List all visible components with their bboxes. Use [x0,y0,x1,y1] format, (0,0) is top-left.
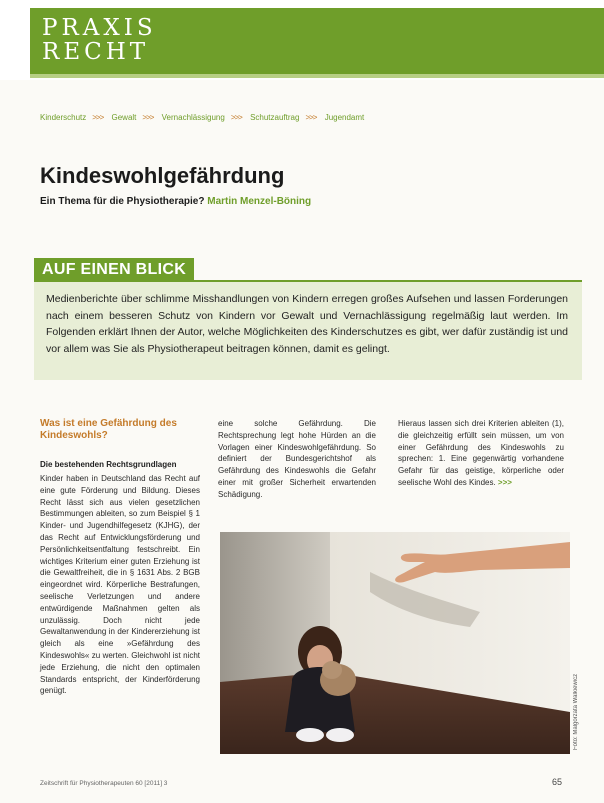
tag-item: Gewalt [111,113,137,122]
column1-subheading: Die bestehenden Rechtsgrundlagen [40,460,177,469]
column1-heading: Was ist eine Gefährdung des Kindeswohls? [40,418,177,441]
column3-body [398,418,564,489]
summary-text: Medienberichte über schlimme Misshandlungen von Kindern erregen großes Aufsehen und lassen Forderungen nach einem besseren Schutz von Kindern vor Gewalt und Vernachlässigung regelmäßig laut werden. Im Folgenden erklärt Ihnen der Autor, welche Möglichkeiten des Kinderschutzes es gibt, wer dafür zuständig ist und vor allem was Sie als Physiotherapeut beitragen können, damit es gelingt. [46,293,568,355]
photo-illustration [220,532,570,754]
tag-separator: >>> [142,113,154,122]
tag-item: Kinderschutz [40,113,87,122]
keyword-tags [40,113,580,122]
column1-body: Kinder haben in Deutschland das Recht auf eine gute Förderung und Bildung. Dieses Recht lässt sich aus vielen gesetzlichen Bestimmungen ableiten, so zum Beispiel § 1 Kinder- und Jugendhilfegesetz (KJHG), der das Recht auf Entwicklungsförderung und Persönlichkeitsentfaltung festschreibt. Ein wichtiges Kriterium einer guten Erziehung ist die Gewaltfreiheit, die in § 1631 Abs. 2 BGB eingeordnet wird. Körperliche Bestrafungen, seelische Verletzungen und andere entwürdigende Maßnahmen gelten als unzulässig. Doch nicht jede Gewaltanwendung in der Kindererziehung ist gleich als eine »Gefährdung des Kindeswohls« zu werten. Gleichwohl ist nicht jede Erziehung, die nicht den optimalen Standards entspricht, der Kinderförderung genügt. [40,474,200,696]
tag-item: Schutzauftrag [250,113,300,122]
section-banner-underline [30,74,604,78]
tag-item: Jugendamt [324,113,365,122]
tag-separator: >>> [305,113,317,122]
article-photo [220,532,570,754]
column3-text: Hieraus lassen sich drei Kriterien ableiten (1), die gleichzeitig erfüllt sein müssen, um von einer Gefährdung des Kindeswohls zu sprechen: 1. Eine gegenwärtig vorhandene Gefahr für das geistige, körperliche oder seelische Wohl des Kindes. [398,419,564,487]
subtitle-text: Ein Thema für die Physiotherapie? [40,196,205,207]
tag-item: Vernachlässigung [161,113,225,122]
article-subtitle [40,196,311,207]
journal-footer: Zeitschrift für Physiotherapeuten 60 [2011] 3 [40,780,168,787]
section-title-line1: PRAXIS [42,15,157,41]
section-title [42,16,242,64]
tag-separator: >>> [92,113,104,122]
summary-heading: AUF EINEN BLICK [34,258,194,281]
photo-credit: Foto: Malgorzata Walkiewicz [573,673,579,750]
section-title-line2: RECHT [42,39,150,65]
tag-separator: >>> [230,113,242,122]
article-title: Kindeswohlgefährdung [40,163,285,188]
continue-arrow: >>> [497,477,512,487]
column2-body: eine solche Gefährdung. Die Rechtsprechung legt hohe Hürden an die Vorlagen einer Kindeswohlgefährdung. So definiert der Bundesgerichtshof als Gefährdung des Kindeswohls die Gefahr einer mit großer Sicherheit erwartenden Schädigung. [218,419,376,499]
page-number: 65 [552,777,563,787]
author-name: Martin Menzel-Böning [207,196,312,207]
